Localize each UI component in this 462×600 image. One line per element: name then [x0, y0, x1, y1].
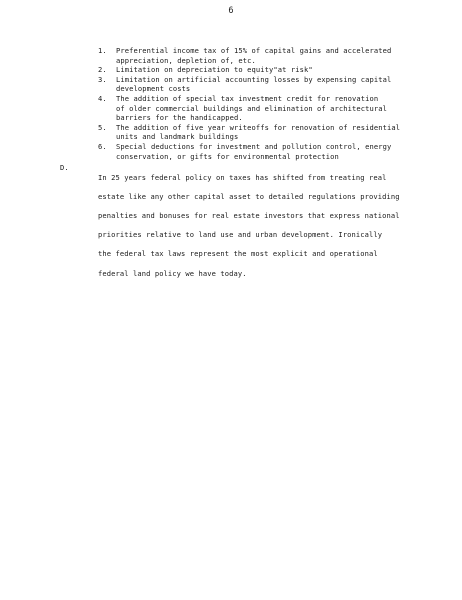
list-item-number: 4.: [98, 93, 107, 103]
list-item: [98, 65, 438, 75]
list-item-text: Special deductions for investment and pollution control, energy: [116, 141, 392, 151]
section-label: D.: [60, 163, 69, 172]
tax-provisions-list: [98, 46, 438, 161]
list-item: [98, 142, 438, 161]
list-item-text: development costs: [116, 84, 191, 94]
list-item-number: 3.: [98, 74, 107, 84]
list-item-text: Preferential income tax of 15% of capital gains and accelerated: [116, 46, 392, 55]
list-item: [98, 94, 438, 123]
list-item: [98, 75, 438, 94]
paragraph-line: federal land policy we have today.: [98, 268, 247, 278]
list-item: [98, 123, 438, 142]
list-item-number: 5.: [98, 122, 107, 132]
list-item-text: conservation, or gifts for environmental protection: [116, 151, 339, 161]
list-item-number: 1.: [98, 46, 107, 55]
list-item-number: 6.: [98, 141, 107, 151]
paragraph-line: priorities relative to land use and urban development. Ironically: [98, 230, 383, 240]
list-item-text: of older commercial buildings and elimination of architectural: [116, 103, 387, 113]
list-item: [98, 46, 438, 65]
paragraph-line: estate like any other capital asset to detailed regulations providing: [98, 191, 400, 201]
list-item-text: The addition of special tax investment credit for renovation: [116, 93, 379, 103]
paragraph-line: In 25 years federal policy on taxes has shifted from treating real: [98, 172, 387, 182]
list-item-text: Limitation on depreciation to equity"at risk": [116, 65, 313, 75]
list-item-text: units and landmark buildings: [116, 132, 239, 142]
list-item-number: 2.: [98, 65, 107, 75]
list-item-text: The addition of five year writeoffs for renovation of residential: [116, 122, 401, 132]
paragraph-line: the federal tax laws represent the most explicit and operational: [98, 249, 378, 259]
section-paragraph: [98, 163, 440, 288]
section-d: [60, 163, 440, 288]
list-item-text: barriers for the handicapped.: [116, 113, 243, 123]
page-number: 6: [228, 6, 234, 16]
list-item-text: Limitation on artificial accounting losses by expensing capital: [116, 74, 392, 84]
paragraph-line: penalties and bonuses for real estate investors that express national: [98, 210, 400, 220]
list-item-text: appreciation, depletion of, etc.: [116, 55, 256, 65]
